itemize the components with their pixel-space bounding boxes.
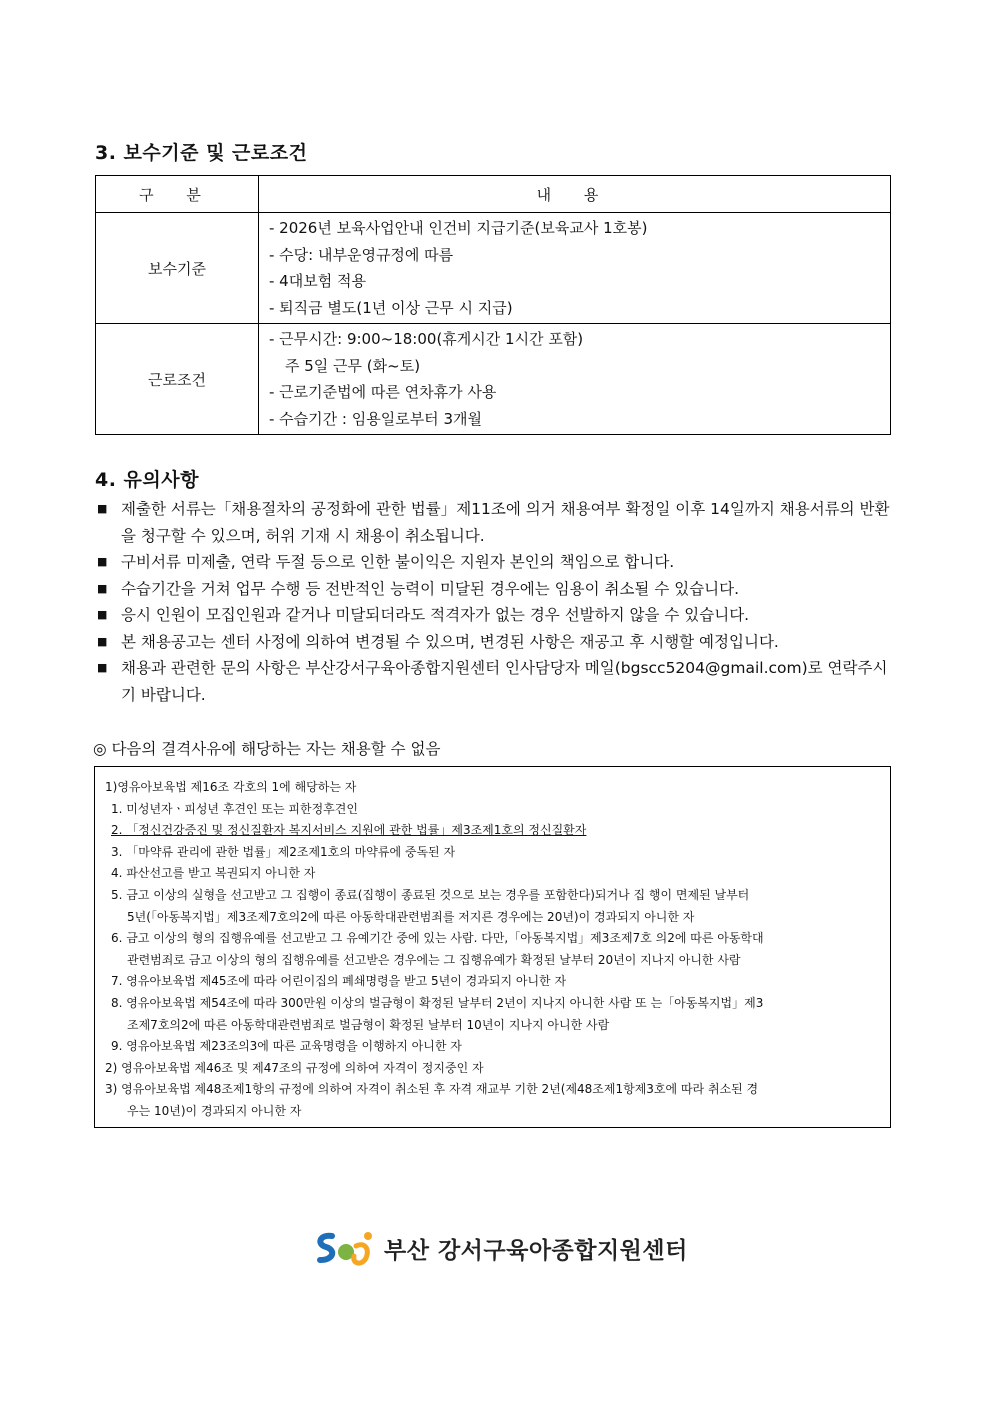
square-bullet-icon: ■: [97, 608, 108, 621]
list-item: - 4대보험 적용: [269, 272, 366, 290]
list-item: 5. 금고 이상의 실형을 선고받고 그 집행이 종료(집행이 종료된 것으로 보는 경우를 포함한다)되거나 집 행이 면제된 날부터: [111, 887, 750, 902]
list-item: ■ 채용과 관련한 문의 사항은 부산강서구육아종합지원센터 인사담당자 메일(bgscc5204@gmail.com)로 연락주시기 바랍니다.: [95, 655, 900, 708]
list-item: ■ 수습기간을 거쳐 업무 수행 등 전반적인 능력이 미달된 경우에는 임용이 취소될 수 있습니다.: [95, 576, 900, 603]
list-item: ■ 구비서류 미제출, 연락 두절 등으로 인한 불이익은 지원자 본인의 책임으로 합니다.: [95, 549, 900, 576]
list-item: - 퇴직금 별도(1년 이상 근무 시 지급): [269, 298, 513, 317]
list-item: 2. 「정신건강증진 및 정신질환자 복지서비스 지원에 관한 법률」제3조제1호의 정신질환자: [111, 823, 587, 838]
list-item: 조제7호의2에 따른 아동학대관련범죄로 벌금형이 확정된 날부터 10년이 지나지 아니한 사람: [127, 1017, 610, 1032]
row-items: [259, 213, 891, 324]
header-content: 내 용: [259, 176, 891, 213]
list-item: 주 5일 근무 (화~토): [285, 356, 421, 375]
list-item: 관련범죄로 금고 이상의 형의 집행유예를 선고받은 경우에는 그 집행유예가 확정된 날부터 20년이 지나지 아니한 사람: [127, 952, 741, 967]
list-item: 9. 영유아보육법 제23조의3에 따른 교육명령을 이행하지 아니한 자: [111, 1039, 462, 1054]
table-row: [96, 324, 891, 435]
list-item: - 근로기준법에 따른 연차휴가 사용: [269, 383, 497, 401]
list-item: 1)영유아보육법 제16조 각호의 1에 해당하는 자: [105, 780, 357, 794]
table-row: [96, 213, 891, 324]
list-item: 8. 영유아보육법 제54조에 따라 300만원 이상의 벌금형이 확정된 날부터 2년이 지나지 아니한 사람 또 는「아동복지법」제3: [111, 995, 764, 1010]
row-items: [259, 324, 891, 435]
salary-conditions-table: [95, 175, 891, 435]
list-item: - 수당: 내부운영규정에 따름: [269, 245, 454, 264]
section-4-title: 4. 유의사항: [95, 469, 199, 491]
list-item: 3) 영유아보육법 제48조제1항의 규정에 의하여 자격이 취소된 후 자격 재교부 기한 2년(제48조제1항제3호에 따라 취소된 경: [105, 1082, 759, 1097]
center-logo-icon: [312, 1228, 378, 1268]
list-item: - 2026년 보육사업안내 인건비 지급기준(보육교사 1호봉): [269, 219, 648, 237]
disqualification-title: ◎ 다음의 결격사유에 해당하는 자는 채용할 수 없음: [93, 740, 441, 758]
list-item: ■ 응시 인원이 모집인원과 같거나 미달되더라도 적격자가 없는 경우 선발하지 않을 수 있습니다.: [95, 602, 900, 629]
square-bullet-icon: ■: [97, 661, 108, 674]
list-item: 6. 금고 이상의 형의 집행유예를 선고받고 그 유예기간 중에 있는 사람. 다만,「아동복지법」제3조제7호 의2에 따른 아동학대: [111, 931, 764, 946]
row-category: 근로조건: [96, 324, 259, 435]
list-item: - 수습기간 : 임용일로부터 3개월: [269, 409, 482, 428]
list-item: 2) 영유아보육법 제46조 및 제47조의 규정에 의하여 자격이 정지중인 자: [105, 1060, 484, 1075]
square-bullet-icon: ■: [97, 555, 108, 568]
section-3-title: 3. 보수기준 및 근로조건: [95, 142, 308, 164]
square-bullet-icon: ■: [97, 502, 108, 515]
list-item: 3. 「마약류 관리에 관한 법률」제2조제1호의 마약류에 중독된 자: [111, 844, 456, 859]
list-item: 1. 미성년자ㆍ피성년 후견인 또는 피한정후견인: [111, 801, 358, 816]
organization-name: 부산 강서구육아종합지원센터: [384, 1237, 688, 1264]
footer: [312, 1227, 688, 1269]
list-item: 우는 10년)이 경과되지 아니한 자: [127, 1103, 302, 1118]
table-header-row: [96, 176, 891, 213]
row-category: 보수기준: [96, 213, 259, 324]
list-item: 7. 영유아보육법 제45조에 따라 어린이집의 폐쇄명령을 받고 5년이 경과되지 아니한 자: [111, 974, 567, 989]
list-item: ■ 본 채용공고는 센터 사정에 의하여 변경될 수 있으며, 변경된 사항은 재공고 후 시행할 예정입니다.: [95, 629, 900, 656]
notes-list: [95, 496, 900, 708]
list-item: 4. 파산선고를 받고 복권되지 아니한 자: [111, 866, 316, 881]
header-category: 구 분: [96, 176, 259, 213]
list-item: - 근무시간: 9:00~18:00(휴게시간 1시간 포함): [269, 330, 584, 348]
square-bullet-icon: ■: [97, 634, 108, 648]
list-item: 5년(「아동복지법」제3조제7호의2에 따른 아동학대관련범죄를 저지른 경우에는 20년)이 경과되지 아니한 자: [127, 909, 695, 924]
disqualification-box: [94, 766, 891, 1128]
square-bullet-icon: ■: [97, 581, 108, 595]
list-item: ■ 제출한 서류는「채용절차의 공정화에 관한 법률」제11조에 의거 채용여부 확정일 이후 14일까지 채용서류의 반환을 청구할 수 있으며, 허위 기재 시 채용이 취소됩니다.: [95, 496, 900, 549]
